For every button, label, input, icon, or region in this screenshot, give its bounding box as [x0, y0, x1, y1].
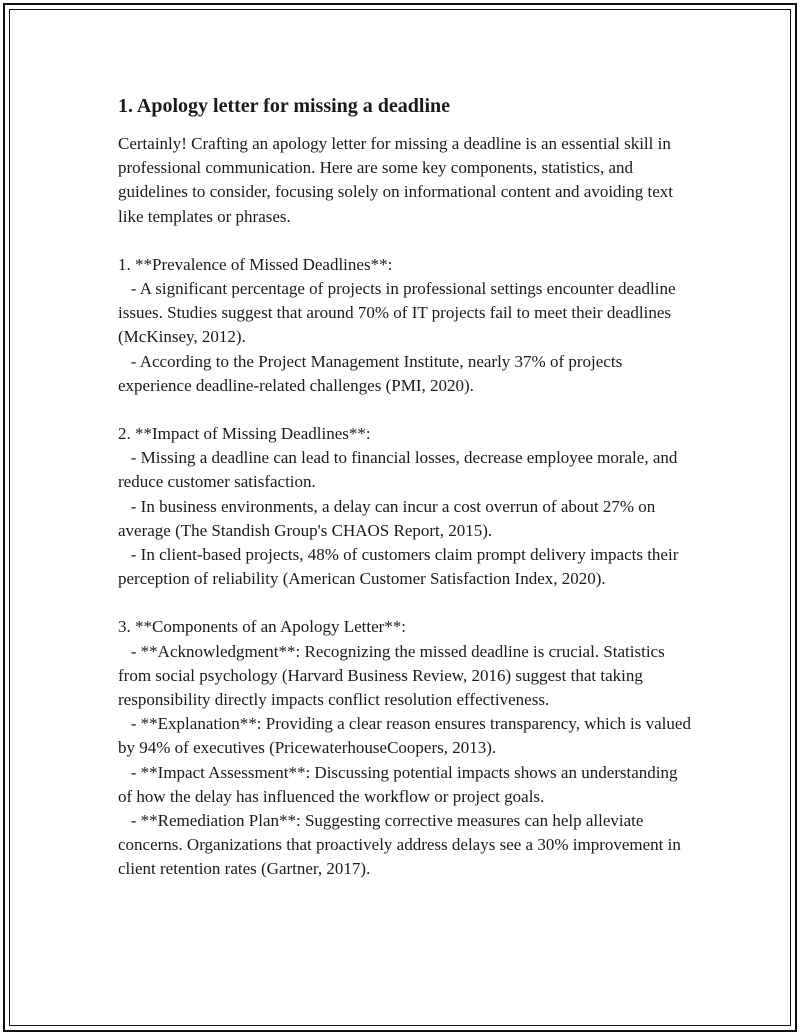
document-body [118, 94, 696, 882]
bullet-item: - **Acknowledgment**: Recognizing the missed deadline is crucial. Statistics from social psychology (Harvard Business Review, 2016) suggest that taking responsibility directly impacts conflict resolution effectiveness. [118, 641, 669, 710]
bullet-item: - **Explanation**: Providing a clear reason ensures transparency, which is valued by 94% of executives (PricewaterhouseCoopers, 2013). [118, 714, 696, 758]
section-heading: 3. **Components of an Apology Letter**: [118, 617, 407, 637]
bullet-item: - In client-based projects, 48% of customers claim prompt delivery impacts their perception of reliability (American Customer Satisfaction Index, 2020). [118, 545, 683, 589]
section-spacer [118, 591, 693, 615]
bullet-item: - In business environments, a delay can incur a cost overrun of about 27% on average (The Standish Group's CHAOS Report, 2015). [118, 496, 660, 540]
intro-paragraph: Certainly! Crafting an apology letter for missing a deadline is an essential skill in professional communication. Here are some key components, statistics, and guidelines to consider, focusing solely on informational content and avoiding text like templates or phrases. [118, 134, 678, 226]
section-prevalence [118, 253, 693, 398]
bullet-item: - According to the Project Management Institute, nearly 37% of projects experience deadline-related challenges (PMI, 2020). [118, 351, 627, 395]
bullet-item: - Missing a deadline can lead to financial losses, decrease employee morale, and reduce customer satisfaction. [118, 448, 682, 492]
section-heading: 1. **Prevalence of Missed Deadlines**: [118, 254, 393, 274]
section-spacer [118, 398, 693, 422]
section-spacer [118, 229, 693, 253]
section-impact [118, 422, 693, 591]
bullet-item: - **Remediation Plan**: Suggesting corrective measures can help alleviate concerns. Organizations that proactively address delays see a 30% improvement in client retention rates (Gartner, 2017). [118, 811, 686, 879]
document-title: 1. Apology letter for missing a deadline [118, 95, 451, 117]
bullet-item: - **Impact Assessment**: Discussing potential impacts shows an understanding of how the delay has influenced the workflow or project goals. [118, 762, 682, 806]
bullet-item: - A significant percentage of projects in professional settings encounter deadline issues. Studies suggest that around 70% of IT projects fail to meet their deadlines (McKinsey, 2012). [118, 279, 680, 347]
section-components [118, 615, 696, 881]
section-heading: 2. **Impact of Missing Deadlines**: [118, 424, 371, 444]
